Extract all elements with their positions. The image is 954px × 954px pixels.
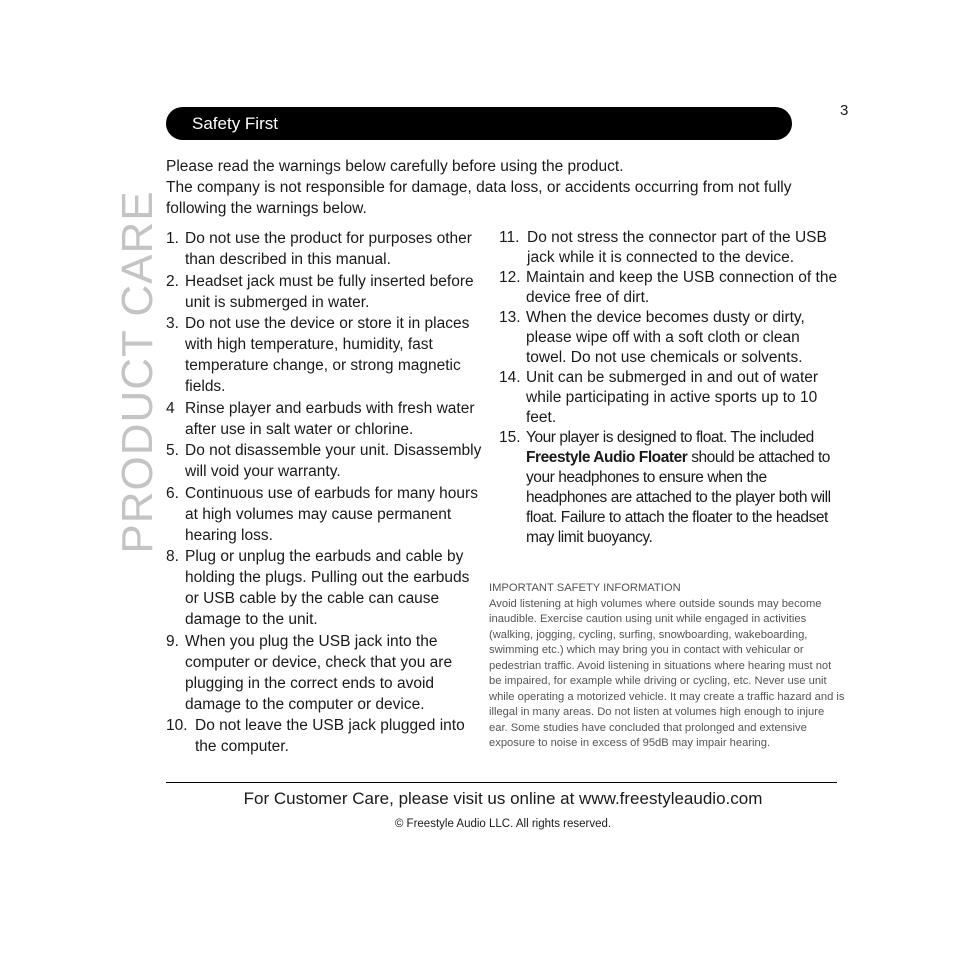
warning-number: 2. [166, 272, 179, 290]
warnings-left-column [166, 228, 484, 758]
warning-number: 3. [166, 315, 179, 332]
section-title: Safety First [192, 114, 278, 133]
page-number: 3 [840, 102, 849, 119]
warning-item [166, 228, 484, 270]
warning-item [166, 715, 484, 757]
warning-text-part: should be attached to your headphones to ensure when the headphones are attached to the player both will float. Failure to attach the floater to the headset may limit buoyancy. [526, 449, 831, 546]
warning-text: Do not use the product for purposes other than described in this manual. [185, 230, 472, 268]
warning-item [499, 228, 843, 268]
warning-number: 4 [166, 399, 175, 417]
safety-body: Avoid listening at high volumes where outside sounds may become inaudible. Exercise caution using unit while engaged in activities (walking, jogging, cycling, surfing, snowboarding, wakeboarding, swimming etc.) which may bring you in contact with vehicular or pedestrian traffic. Avoid listening in situations where hearing must not be impaired, for example while driving or cycling, etc. Never use unit while operating a motorized vehicle. It may create a traffic hazard and is illegal in many areas. Do not listen at volumes high enough to injure ear. Some studies have concluded that prolonged and extensive exposure to noise in excess of 95dB may impair hearing. [489, 597, 845, 749]
warning-number: 6. [166, 484, 179, 502]
warning-item [499, 308, 843, 368]
warning-text: Do not disassemble your unit. Disassembly will void your warranty. [185, 442, 482, 480]
customer-care-text: For Customer Care, please visit us online at www.freestyleaudio.com [243, 789, 763, 808]
warning-text: When the device becomes dusty or dirty, please wipe off with a soft cloth or clean towel. Do not use chemicals or solvents. [526, 309, 805, 366]
warning-number: 12. [499, 269, 521, 286]
warning-text: Do not stress the connector part of the USB jack while it is connected to the device. [527, 229, 827, 266]
warning-item [166, 631, 484, 715]
warning-item [499, 268, 843, 308]
warning-item [166, 440, 484, 482]
side-title: PRODUCT CARE [113, 190, 162, 554]
warning-text [526, 428, 843, 548]
intro-text [166, 156, 816, 219]
warning-number: 9. [166, 632, 179, 650]
warning-text: When you plug the USB jack into the computer or device, check that you are plugging in the correct ends to avoid damage to the computer or device. [185, 632, 453, 713]
safety-heading: IMPORTANT SAFETY INFORMATION [489, 582, 681, 594]
warning-number: 13. [499, 309, 521, 326]
warning-item [166, 483, 484, 546]
warning-number: 5. [166, 442, 179, 459]
safety-information [489, 581, 845, 752]
product-name: Freestyle Audio Floater [526, 449, 688, 466]
section-header [166, 107, 792, 140]
intro-line: Please read the warnings below carefully before using the product. [166, 158, 624, 175]
warning-text: Maintain and keep the USB connection of the device free of dirt. [526, 269, 838, 306]
warning-item [166, 398, 484, 440]
warning-number: 11. [499, 229, 520, 246]
copyright-text: © Freestyle Audio LLC. All rights reserved. [394, 818, 612, 830]
warning-text: Do not use the device or store it in places with high temperature, humidity, fast temperature change, or strong magnetic fields. [185, 315, 470, 395]
warning-item [166, 313, 484, 397]
warning-number: 14. [499, 369, 521, 386]
warning-text: Unit can be submerged in and out of water while participating in active sports up to 10 feet. [526, 369, 819, 426]
intro-line: The company is not responsible for damage, data loss, or accidents occurring from not fully following the warnings below. [166, 179, 792, 217]
warning-item [166, 271, 484, 313]
footer-divider [166, 782, 837, 783]
warning-item [166, 546, 484, 630]
warning-text: Continuous use of earbuds for many hours at high volumes may cause permanent hearing loss. [185, 484, 478, 544]
warning-number: 10. [166, 717, 188, 734]
warning-number: 15. [499, 429, 521, 446]
warning-item [499, 428, 843, 548]
warning-text-part: Your player is designed to float. The included [526, 429, 814, 446]
warning-number: 1. [166, 230, 179, 247]
warning-text: Plug or unplug the earbuds and cable by holding the plugs. Pulling out the earbuds or USB cable by the cable can cause damage to the unit. [185, 548, 470, 628]
warning-text: Do not leave the USB jack plugged into the computer. [195, 717, 465, 755]
warning-text: Headset jack must be fully inserted before unit is submerged in water. [185, 272, 474, 311]
warning-text: Rinse player and earbuds with fresh water after use in salt water or chlorine. [185, 399, 475, 438]
warnings-right-column [499, 228, 843, 548]
warning-number: 8. [166, 548, 179, 565]
warning-item [499, 368, 843, 428]
